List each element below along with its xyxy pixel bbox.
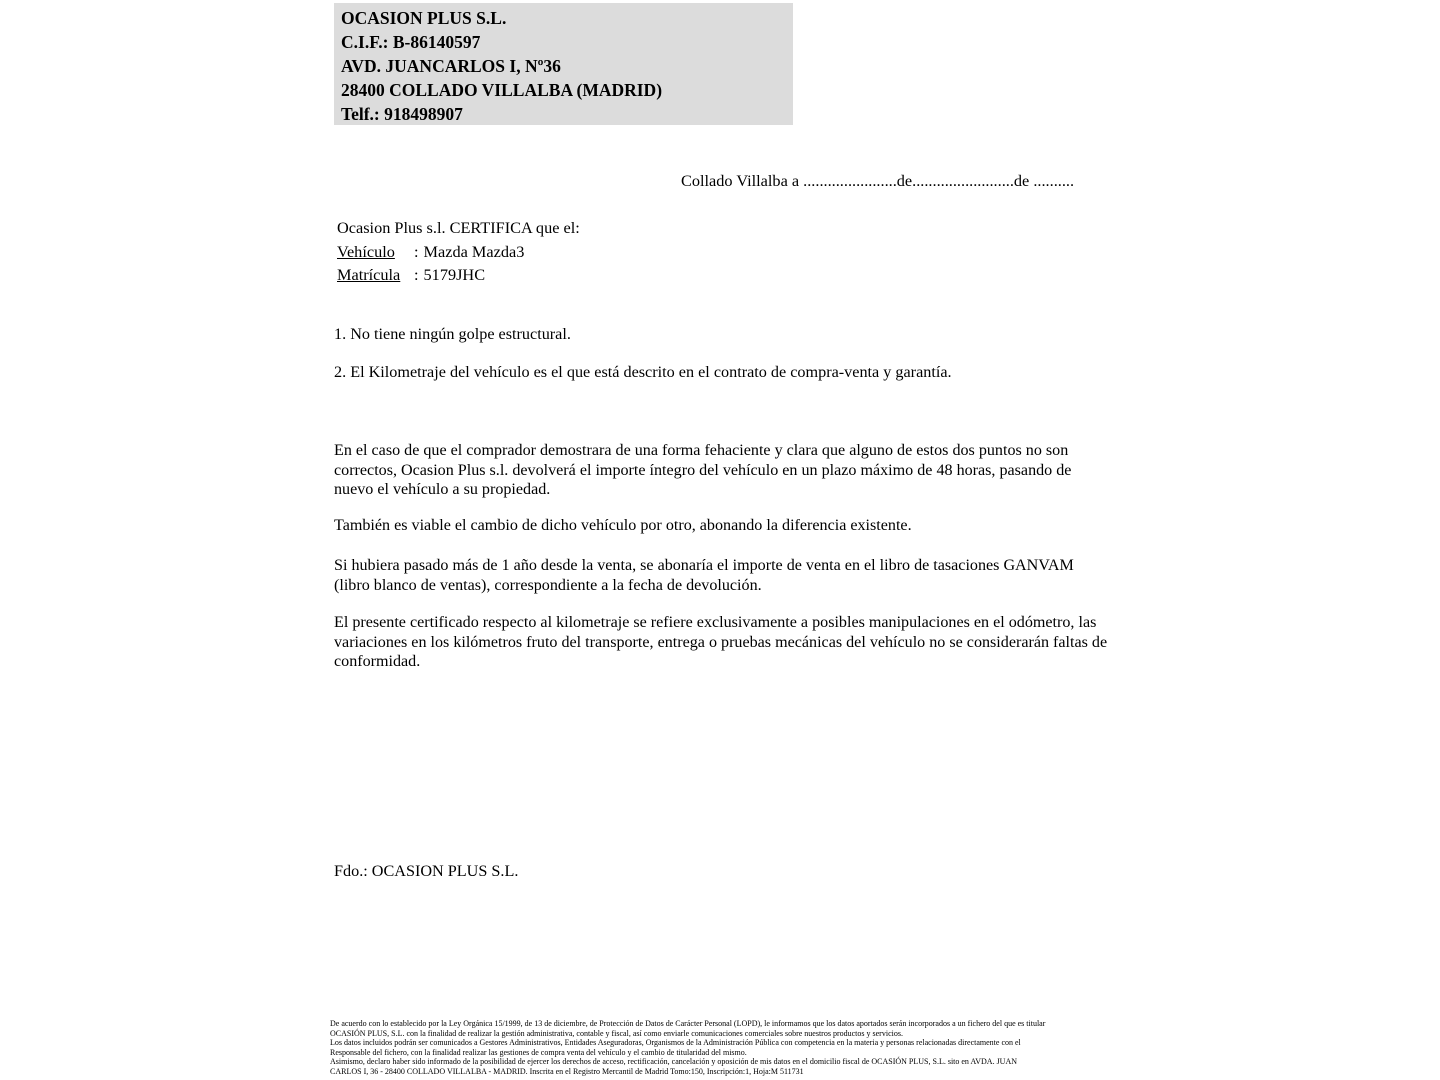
vehicle-value: Mazda Mazda3 [423, 241, 525, 261]
company-phone: Telf.: 918498907 [341, 104, 463, 124]
company-header-box [334, 3, 793, 125]
paragraph-refund-policy: En el caso de que el comprador demostrara de una forma fehaciente y clara que alguno de estos dos puntos no son correctos, Ocasion Plus s.l. devolverá el importe íntegro del vehículo en un plazo máximo de 48 horas, pasando de nuevo el vehículo a su propiedad. [334, 442, 1072, 499]
plate-label: Matrícula [337, 265, 401, 284]
company-cif: C.I.F.: B-86140597 [341, 32, 481, 52]
paragraph-odometer-scope: El presente certificado respecto al kilometraje se refiere exclusivamente a posibles manipulaciones en el odómetro, las variaciones en los kilómetros fruto del transporte, entrega o pruebas mecánicas del vehículo no se considerarán faltas de conformidad. [334, 614, 1108, 671]
date-place-line: Collado Villalba a .......................de.........................de .......... [681, 171, 1075, 190]
vehicle-colon: : [414, 241, 419, 261]
paragraph-ganvam-valuation: Si hubiera pasado más de 1 año desde la venta, se abonaría el importe de venta en el libro de tasaciones GANVAM (libro blanco de ventas), correspondiente a la fecha de devolución. [334, 557, 1074, 594]
point-structural-damage: 1. No tiene ningún golpe estructural. [334, 325, 571, 343]
legal-line-sharing-1: Los datos incluidos podrán ser comunicados a Gestores Administrativos, Entidades Aseguradoras, Organismos de la Administración Pública con competencia en la materia y personas relacionadas directamente con el [330, 1038, 1021, 1048]
plate-colon: : [414, 265, 419, 284]
legal-fine-print [330, 1019, 1110, 1077]
vehicle-label: Vehículo [337, 241, 395, 261]
legal-line-rights-1: Asimismo, declaro haber sido informado de la posibilidad de ejercer los derechos de acceso, rectificación, cancelación y oposición de mis datos en el domicilio fiscal de OCASIÓN PLUS, S.L. sito en AVDA. JUAN [330, 1057, 1018, 1067]
paragraph-vehicle-exchange: También es viable el cambio de dicho vehículo por otro, abonando la diferencia existente. [334, 517, 912, 534]
certificate-block [337, 216, 580, 287]
legal-line-lopd-2: OCASIÓN PLUS, S.L. con la finalidad de realizar la gestión administrativa, contable y fiscal, así como enviarle comunicaciones comerciales sobre nuestros productos y servicios. [330, 1028, 903, 1038]
point-mileage: 2. El Kilometraje del vehículo es el que está descrito en el contrato de compra-venta y garantía. [334, 363, 952, 381]
company-name: OCASION PLUS S.L. [341, 8, 507, 28]
signature-line: Fdo.: OCASION PLUS S.L. [334, 862, 519, 880]
company-address: AVD. JUANCARLOS I, Nº36 [341, 56, 561, 76]
plate-row [337, 263, 580, 287]
company-city: 28400 COLLADO VILLALBA (MADRID) [341, 80, 663, 100]
legal-line-lopd-1: De acuerdo con lo establecido por la Ley Orgánica 15/1999, de 13 de diciembre, de Protección de Datos de Carácter Personal (LOPD), le informamos que los datos aportados serán incorporados a un fichero del que es titular [330, 1019, 1046, 1028]
legal-line-sharing-2: Responsable del fichero, con la finalidad realizar las gestiones de compra venta del vehículo y el cambio de titularidad del mismo. [330, 1047, 747, 1057]
legal-line-rights-2: CARLOS I, 36 - 28400 COLLADO VILLALBA - MADRID. Inscrita en el Registro Mercantil de Madrid Tomo:150, Inscripción:1, Hoja:M 511731 [330, 1066, 804, 1076]
vehicle-row [337, 240, 580, 264]
certificate-intro: Ocasion Plus s.l. CERTIFICA que el: [337, 218, 580, 237]
plate-value: 5179JHC [423, 265, 486, 284]
